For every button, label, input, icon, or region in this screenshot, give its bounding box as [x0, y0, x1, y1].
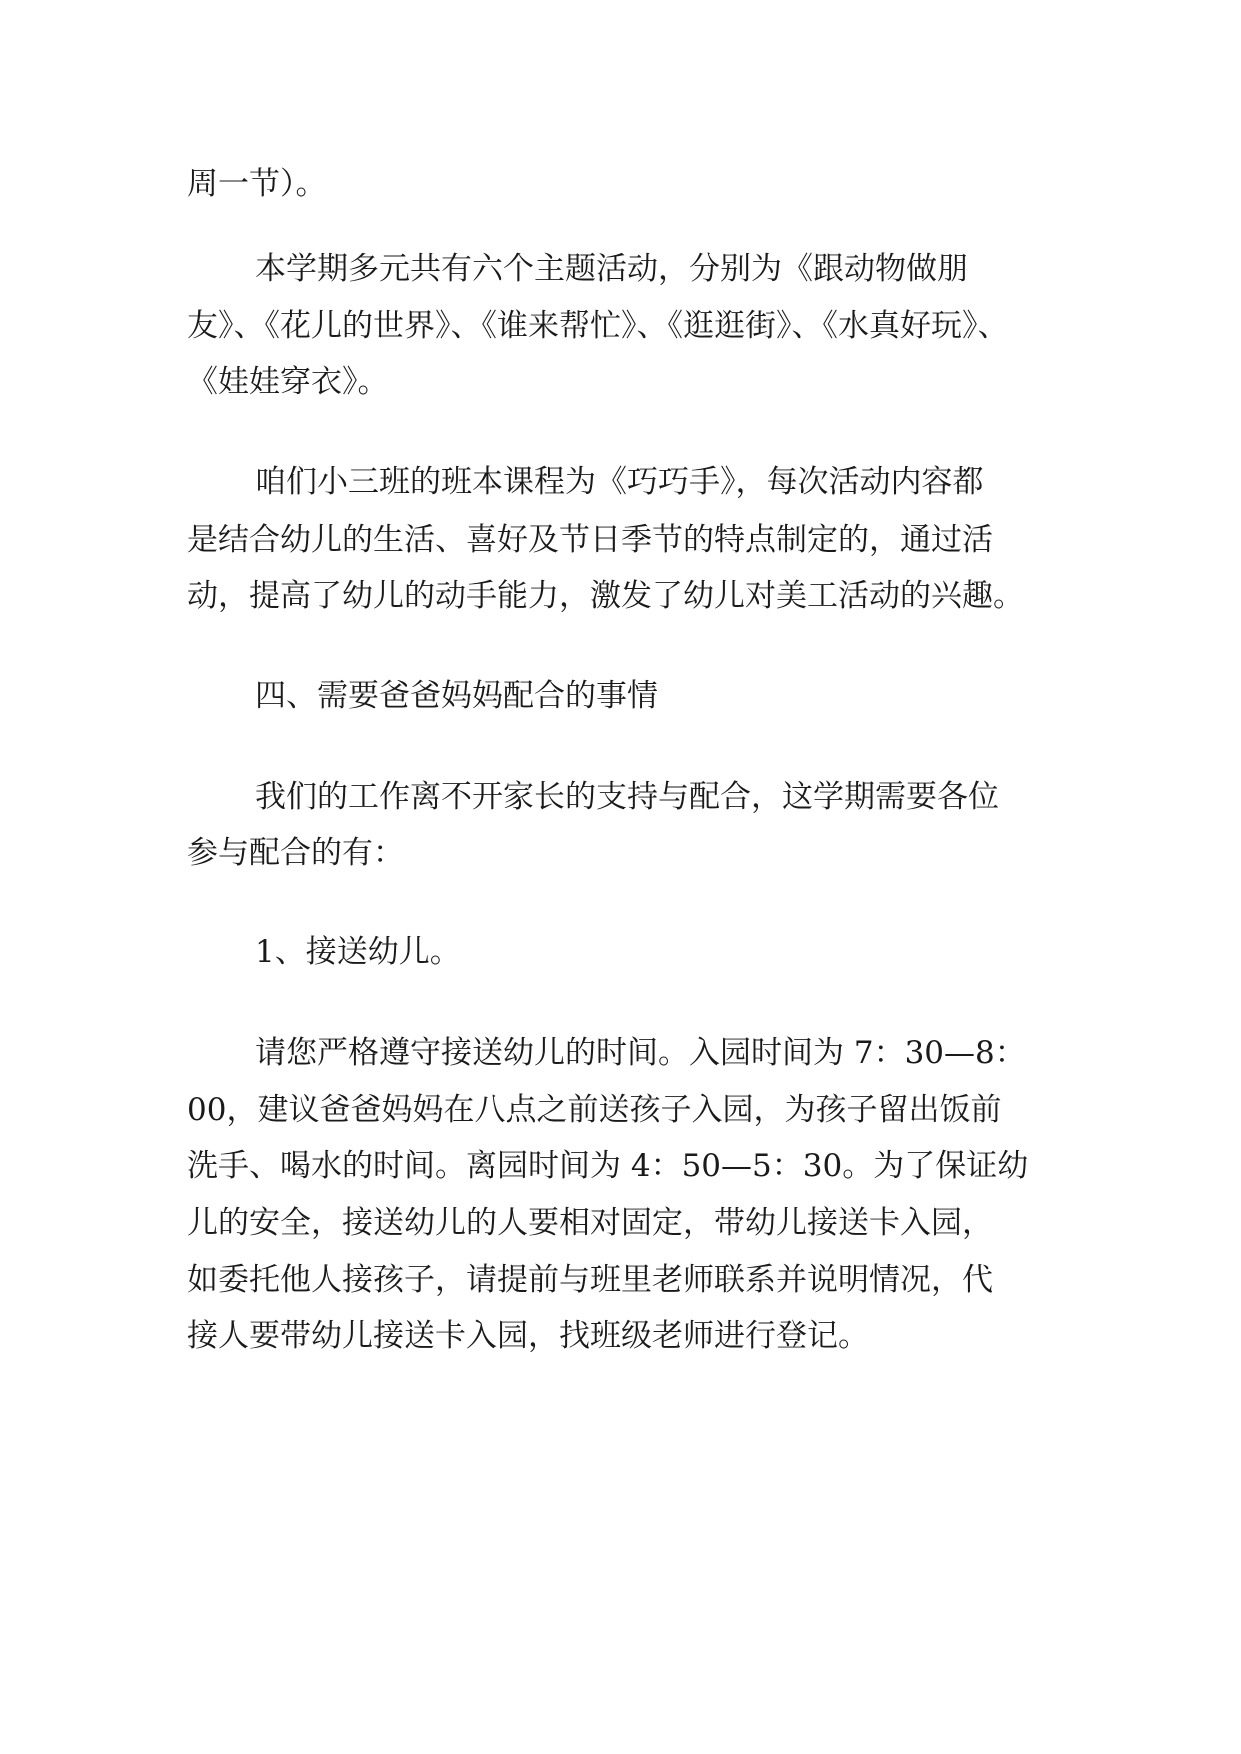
paragraph-line: 洗手、喝水的时间。离园时间为 4：50—5：30。为了保证幼: [187, 1148, 1029, 1184]
paragraph-line: 周一节）。: [187, 166, 327, 202]
paragraph-line: 如委托他人接孩子，请提前与班里老师联系并说明情况，代: [187, 1262, 993, 1298]
paragraph-line: 咱们小三班的班本课程为《巧巧手》，每次活动内容都: [255, 464, 984, 500]
paragraph-line: 动，提高了幼儿的动手能力，激发了幼儿对美工活动的兴趣。: [187, 578, 1024, 614]
section-heading: 四、需要爸爸妈妈配合的事情: [255, 678, 658, 714]
paragraph-line: 是结合幼儿的生活、喜好及节日季节的特点制定的，通过活: [187, 522, 993, 558]
paragraph-line: 我们的工作离不开家长的支持与配合，这学期需要各位: [255, 779, 999, 815]
paragraph-line: 友》、《花儿的世界》、《谁来帮忙》、《逛逛街》、《水真好玩》、: [187, 308, 1009, 344]
paragraph-line: 请您严格遵守接送幼儿的时间。入园时间为 7：30—8：: [255, 1035, 1026, 1071]
paragraph-line: 接人要带幼儿接送卡入园，找班级老师进行登记。: [187, 1318, 869, 1354]
paragraph-line: 00，建议爸爸妈妈在八点之前送孩子入园，为孩子留出饭前: [187, 1092, 1002, 1128]
list-heading: 1、接送幼儿。: [255, 934, 461, 970]
paragraph-line: 参与配合的有：: [187, 835, 404, 871]
paragraph-line: 儿的安全，接送幼儿的人要相对固定，带幼儿接送卡入园，: [187, 1205, 993, 1241]
paragraph-line: 《娃娃穿衣》。: [187, 364, 389, 400]
paragraph-line: 本学期多元共有六个主题活动，分别为《跟动物做朋: [255, 251, 968, 287]
